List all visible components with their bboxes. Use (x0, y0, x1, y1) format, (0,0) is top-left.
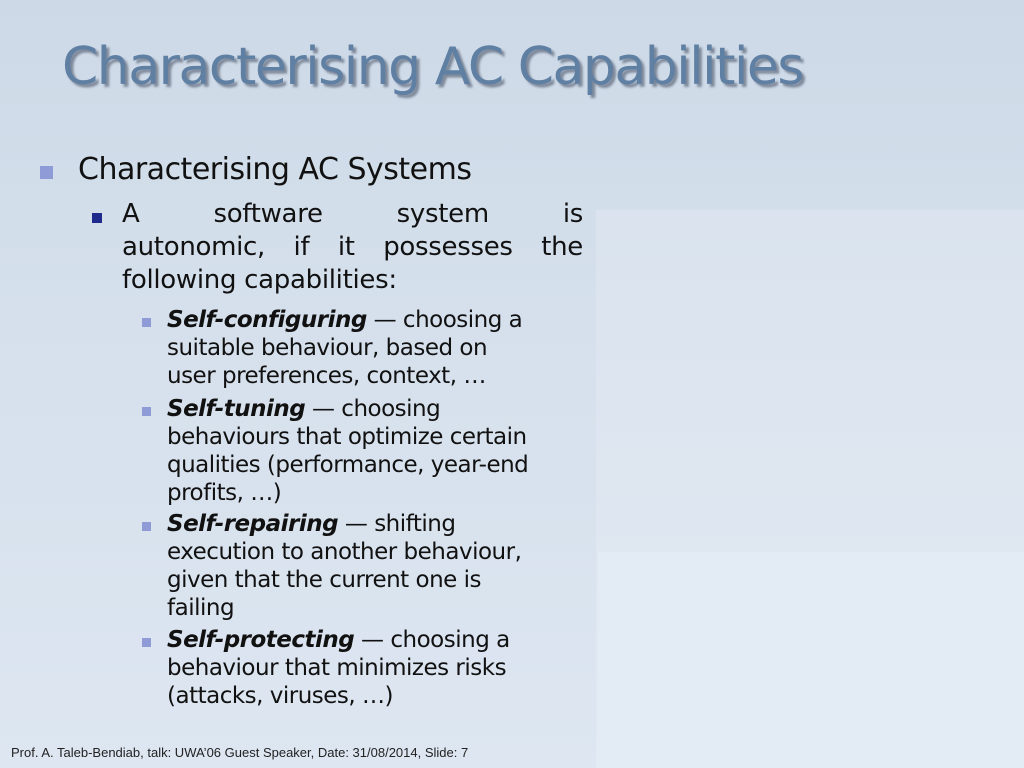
capability-text: — choosing (305, 396, 441, 422)
slide-title: Characterising AC Capabilities (62, 37, 804, 97)
slide-footer: Prof. A. Taleb-Bendiab, talk: UWA’06 Guest Speaker, Date: 31/08/2014, Slide: 7 (11, 745, 469, 760)
word: possesses (383, 232, 513, 262)
square-bullet-icon (92, 213, 102, 223)
bullet-level1-text: Characterising AC Systems (78, 152, 472, 187)
capability-text: (attacks, viruses, …) (167, 683, 394, 709)
capability-text: qualities (performance, year-end (167, 452, 529, 478)
word: is (562, 199, 583, 229)
capability-text: failing (167, 595, 235, 621)
word: software (213, 199, 323, 229)
square-bullet-icon (142, 522, 151, 531)
capability-text: user preferences, context, … (167, 363, 486, 389)
square-bullet-icon (142, 407, 151, 416)
capability-text: suitable behaviour, based on (167, 335, 488, 361)
capability-text: execution to another behaviour, (167, 539, 522, 565)
word: if (293, 232, 310, 262)
word: it (337, 232, 355, 262)
capability-text: — shifting (338, 511, 456, 537)
background-block (598, 552, 1024, 768)
capability-text: behaviour that minimizes risks (167, 655, 507, 681)
capability-term: Self-repairing (167, 511, 339, 537)
bullet-level2-line-1 (122, 198, 583, 231)
capability-term: Self-protecting (167, 627, 355, 653)
capability-term: Self-configuring (167, 307, 367, 333)
bullet-level2-line-3: following capabilities: (122, 265, 397, 295)
capability-text: — choosing a (366, 307, 523, 333)
capability-text: profits, …) (167, 480, 282, 506)
word: system (396, 199, 489, 229)
word: A (122, 199, 140, 229)
capability-text: — choosing a (354, 627, 510, 653)
square-bullet-icon (142, 638, 151, 647)
square-bullet-icon (40, 166, 53, 179)
capability-text: given that the current one is (167, 567, 481, 593)
capability-text: behaviours that optimize certain (167, 424, 527, 450)
word: autonomic, (122, 232, 266, 262)
bullet-level2-line-2 (122, 231, 583, 264)
capability-term: Self-tuning (167, 396, 306, 422)
word: the (541, 232, 583, 262)
square-bullet-icon (142, 318, 151, 327)
